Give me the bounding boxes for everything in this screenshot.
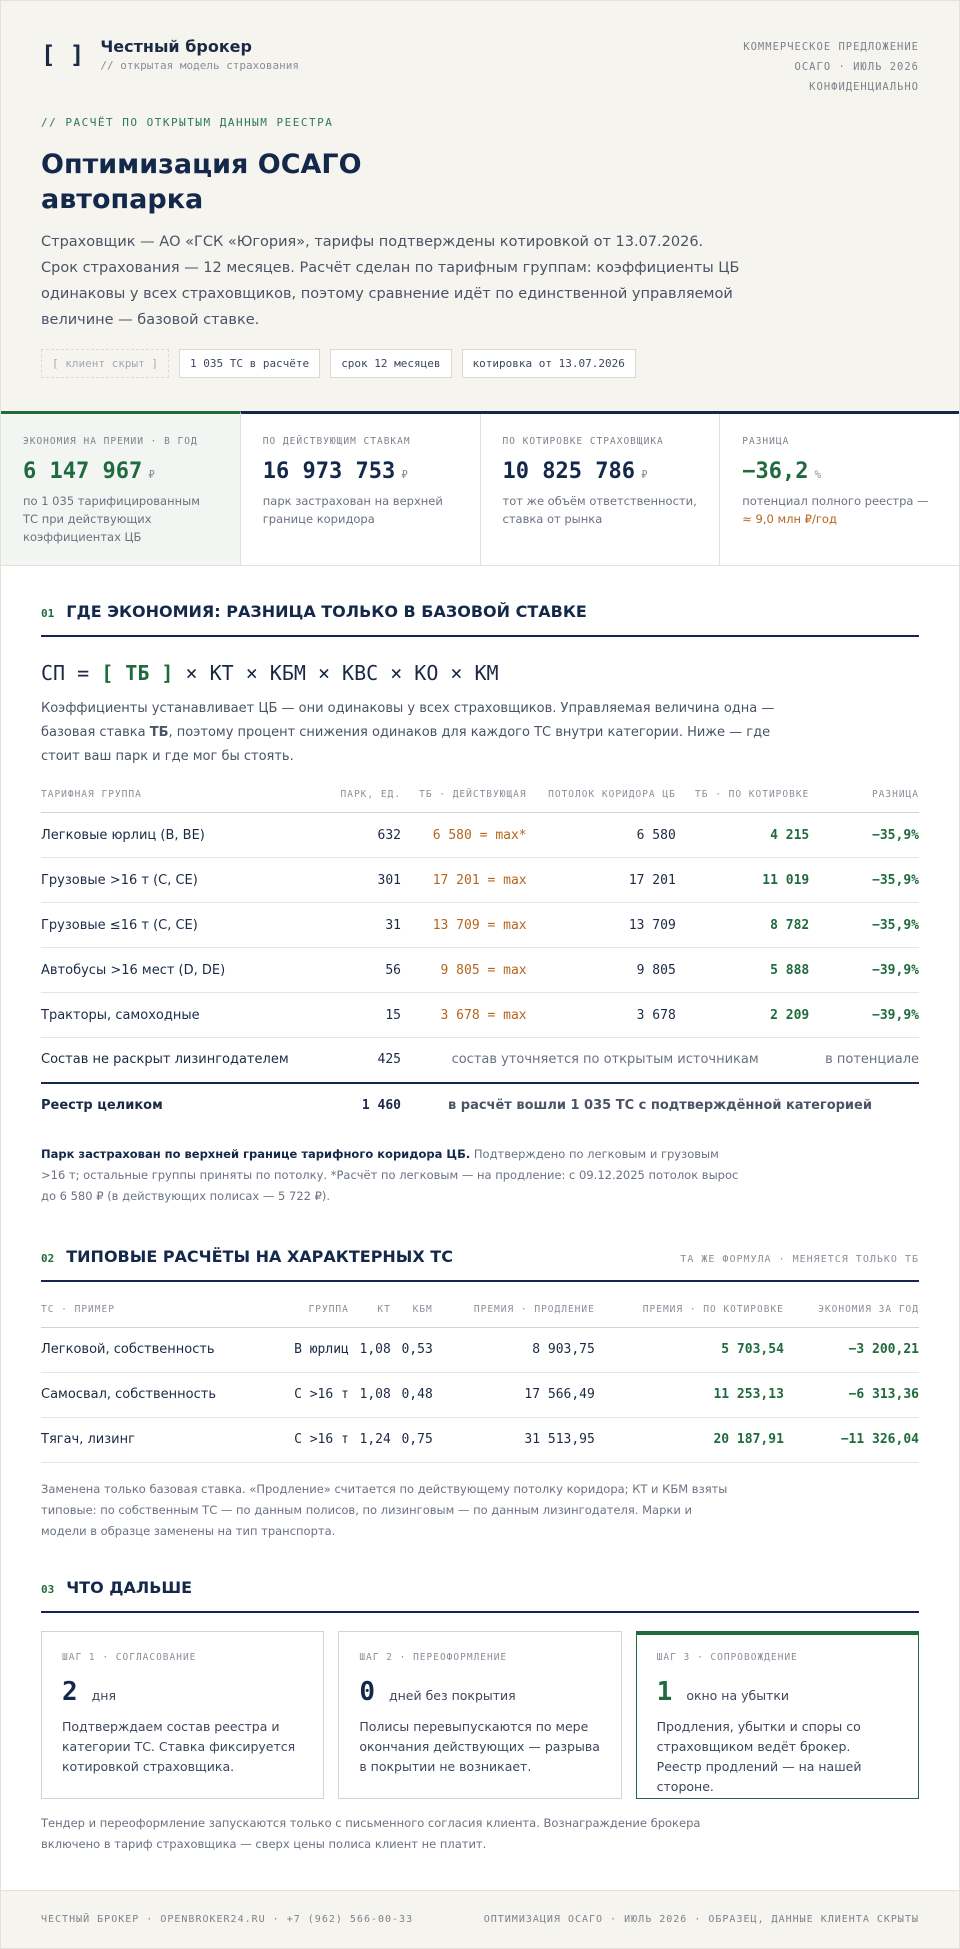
- step-number: 1: [656, 1676, 673, 1707]
- section-number: 02: [41, 1251, 55, 1265]
- table-row: Тягач, лизинг С >16 т 1,24 0,75 31 513,95 20 187,91 −11 326,04: [41, 1417, 919, 1462]
- column-header: КТ: [349, 1304, 391, 1328]
- meta-line: КОНФИДЕНЦИАЛЬНО: [809, 81, 919, 93]
- step-label: ШАГ 1 · СОГЛАСОВАНИЕ: [62, 1651, 197, 1663]
- section-title: ГДЕ ЭКОНОМИЯ: РАЗНИЦА ТОЛЬКО В БАЗОВОЙ СТАВКЕ: [66, 602, 587, 621]
- kicker: // РАСЧЁТ ПО ОТКРЫТЫМ ДАННЫМ РЕЕСТРА: [41, 116, 334, 129]
- section-number: 01: [41, 607, 55, 620]
- column-header: ПАРК, ЕД.: [330, 789, 401, 813]
- kpi-difference: [720, 414, 959, 565]
- logo-mark: [ ]: [41, 41, 85, 69]
- chip-term: срок 12 месяцев: [330, 349, 451, 378]
- kpi-value: −36,2 %: [742, 459, 822, 484]
- kpi-note: тот же объём ответственности, ставка от рынка: [502, 494, 697, 526]
- kpi-strip: [1, 411, 959, 566]
- kpi-value: 10 825 786 ₽: [502, 459, 648, 484]
- footer-contacts: ЧЕСТНЫЙ БРОКЕР · OPENBROKER24.RU · +7 (962) 566-00-33: [41, 1914, 414, 1925]
- kpi-label: ПО ДЕЙСТВУЮЩИМ СТАВКАМ: [262, 436, 411, 447]
- table-row: Легковые юрлиц (B, BE) 632 6 580 = max* 6 580 4 215 −35,9%: [41, 813, 919, 858]
- section-header: [41, 1247, 919, 1282]
- column-header: ЭКОНОМИЯ ЗА ГОД: [784, 1304, 919, 1328]
- table-row: Самосвал, собственность С >16 т 1,08 0,48 17 566,49 11 253,13 −6 313,36: [41, 1372, 919, 1417]
- table-row-total: Реестр целиком 1 460 в расчёт вошли 1 035 ТС с подтверждённой категорией: [41, 1083, 919, 1128]
- section-footnote: Парк застрахован по верхней границе тарифного коридора ЦБ. Подтверждено по легковым и грузовым >16 т; остальные группы приняты по потолку. *Расчёт по легковым — на продление: с 09.12.2025 потолок вырос до 6 580 ₽ (в действующих полисах — 5 722 ₽).: [41, 1146, 739, 1203]
- steps: [41, 1631, 919, 1799]
- footer-doc-info: ОПТИМИЗАЦИЯ ОСАГО · ИЮЛЬ 2026 · ОБРАЗЕЦ, ДАННЫЕ КЛИЕНТА СКРЫТЫ: [483, 1914, 919, 1925]
- column-header: ПРЕМИЯ · ПО КОТИРОВКЕ: [595, 1304, 784, 1328]
- step-label: ШАГ 2 · ПЕРЕОФОРМЛЕНИЕ: [359, 1651, 508, 1663]
- lead-paragraph: Страховщик — АО «ГСК «Югория», тарифы подтверждены котировкой от 13.07.2026. Срок страхования — 12 месяцев. Расчёт сделан по тарифным группам: коэффициенты ЦБ одинаковы у всех страховщиков, поэтому сравнение идёт по единственной управляемой величине — базовой ставке.: [41, 234, 740, 328]
- kpi-current-rates: [241, 414, 481, 565]
- kpi-note: парк застрахован на верхней границе коридора: [262, 494, 443, 526]
- step-number: 0: [359, 1676, 375, 1707]
- section-number: 03: [41, 1582, 55, 1596]
- brand-subtitle: // открытая модель страхования: [100, 59, 300, 72]
- header: [1, 1, 959, 411]
- kpi-note: по 1 035 тарифицированным ТС при действующих коэффициентах ЦБ: [23, 494, 200, 544]
- column-header: ТБ · ДЕЙСТВУЮЩАЯ: [401, 789, 527, 813]
- kpi-quote: [481, 414, 721, 565]
- brand-name: Честный брокер: [100, 37, 252, 56]
- meta-line: ОСАГО · ИЮЛЬ 2026: [794, 61, 919, 73]
- table-header-row: [41, 789, 919, 813]
- step-card-active: [636, 1631, 919, 1799]
- column-header: ТАРИФНАЯ ГРУППА: [41, 789, 330, 813]
- section-header: [41, 602, 919, 637]
- step-card: [41, 1631, 324, 1799]
- step-text: Продления, убытки и споры со страховщиком ведёт брокер. Реестр продлений — на нашей стороне.: [656, 1718, 862, 1794]
- chip-quote-date: котировка от 13.07.2026: [462, 349, 636, 378]
- document-meta: [743, 37, 919, 97]
- section-title: ЧТО ДАЛЬШЕ: [66, 1577, 193, 1597]
- table-row-undisclosed: Состав не раскрыт лизингодателем 425 состав уточняется по открытым источникам в потенциале: [41, 1038, 919, 1083]
- table-row: Тракторы, самоходные 15 3 678 = max 3 678 2 209 −39,9%: [41, 993, 919, 1038]
- tariff-groups-table: [41, 789, 919, 1128]
- kpi-savings: [1, 411, 241, 565]
- section-header: [41, 1578, 919, 1613]
- step-text: Подтверждаем состав реестра и категории ТС. Ставка фиксируется котировкой страховщика.: [62, 1718, 296, 1774]
- kpi-label: ПО КОТИРОВКЕ СТРАХОВЩИКА: [502, 436, 664, 447]
- kpi-value: 16 973 753 ₽: [262, 459, 408, 484]
- step-unit: окно на убытки: [686, 1687, 790, 1703]
- formula-base-rate: [ ТБ ]: [101, 661, 174, 685]
- table-row: Легковой, собственность В юрлиц 1,08 0,53 8 903,75 5 703,54 −3 200,21: [41, 1327, 919, 1372]
- step-unit: дней без покрытия: [388, 1687, 516, 1703]
- chip-vehicles: 1 035 ТС в расчёте: [179, 349, 320, 378]
- column-header: ГРУППА: [275, 1304, 348, 1328]
- kpi-value: 6 147 967 ₽: [23, 459, 155, 484]
- column-header: РАЗНИЦА: [809, 789, 919, 813]
- section-next-steps: [1, 1578, 959, 1855]
- step-text: Полисы перевыпускаются по мере окончания действующих — разрыва в покрытии не возникает.: [359, 1718, 600, 1774]
- examples-table: [41, 1304, 919, 1463]
- formula-explanation: Коэффициенты устанавливает ЦБ — они одинаковы у всех страховщиков. Управляемая величина одна — базовая ставка ТБ, поэтому процент снижения одинаков для каждого ТС внутри категории. Ниже — где стоит ваш парк и где мог бы стоять.: [41, 701, 775, 764]
- column-header: ТБ · ПО КОТИРОВКЕ: [676, 789, 809, 813]
- chips: [41, 349, 919, 378]
- step-card: [338, 1631, 621, 1799]
- kpi-label: РАЗНИЦА: [742, 436, 790, 447]
- column-header: ПРЕМИЯ · ПРОДЛЕНИЕ: [433, 1304, 595, 1328]
- meta-line: КОММЕРЧЕСКОЕ ПРЕДЛОЖЕНИЕ: [743, 41, 919, 53]
- column-header: КБМ: [391, 1304, 433, 1328]
- section-footnote: Заменена только базовая ставка. «Продление» считается по действующему потолку коридора; КТ и КБМ взяты типовые: по собственным ТС — по данным полисов, по лизинговым — по данным лизингодателя. Марки и модели в образце заменены на тип транспорта.: [41, 1481, 728, 1538]
- footer: [1, 1890, 959, 1948]
- column-header: ТС · ПРИМЕР: [41, 1304, 275, 1328]
- step-label: ШАГ 3 · СОПРОВОЖДЕНИЕ: [656, 1651, 798, 1663]
- table-row: Грузовые ≤16 т (C, CE) 31 13 709 = max 13 709 8 782 −35,9%: [41, 903, 919, 948]
- table-header-row: [41, 1304, 919, 1328]
- page-title: Оптимизация ОСАГО автопарка: [41, 149, 362, 215]
- step-unit: дня: [91, 1687, 116, 1703]
- chip-client-hidden: [ клиент скрыт ]: [41, 349, 169, 378]
- kpi-label: ЭКОНОМИЯ НА ПРЕМИИ · В ГОД: [23, 436, 198, 447]
- premium-formula: СП = [ ТБ ] × КТ × КБМ × КВС × КО × КМ: [41, 661, 499, 685]
- table-row: Автобусы >16 мест (D, DE) 56 9 805 = max 9 805 5 888 −39,9%: [41, 948, 919, 993]
- step-number: 2: [62, 1676, 78, 1707]
- section-savings: [1, 602, 959, 1207]
- section-title: ТИПОВЫЕ РАСЧЁТЫ НА ХАРАКТЕРНЫХ ТС: [66, 1246, 453, 1266]
- table-row: Грузовые >16 т (C, CE) 301 17 201 = max 17 201 11 019 −35,9%: [41, 858, 919, 903]
- kpi-note: потенциал полного реестра — ≈ 9,0 млн ₽/год: [742, 494, 929, 526]
- section-subtitle: ТА ЖЕ ФОРМУЛА · МЕНЯЕТСЯ ТОЛЬКО ТБ: [680, 1253, 919, 1265]
- section-examples: [1, 1247, 959, 1542]
- column-header: ПОТОЛОК КОРИДОРА ЦБ: [527, 789, 676, 813]
- section-footnote: Тендер и переоформление запускаются только с письменного согласия клиента. Вознаграждение брокера включено в тариф страховщика — сверх цены полиса клиент не платит.: [41, 1815, 701, 1851]
